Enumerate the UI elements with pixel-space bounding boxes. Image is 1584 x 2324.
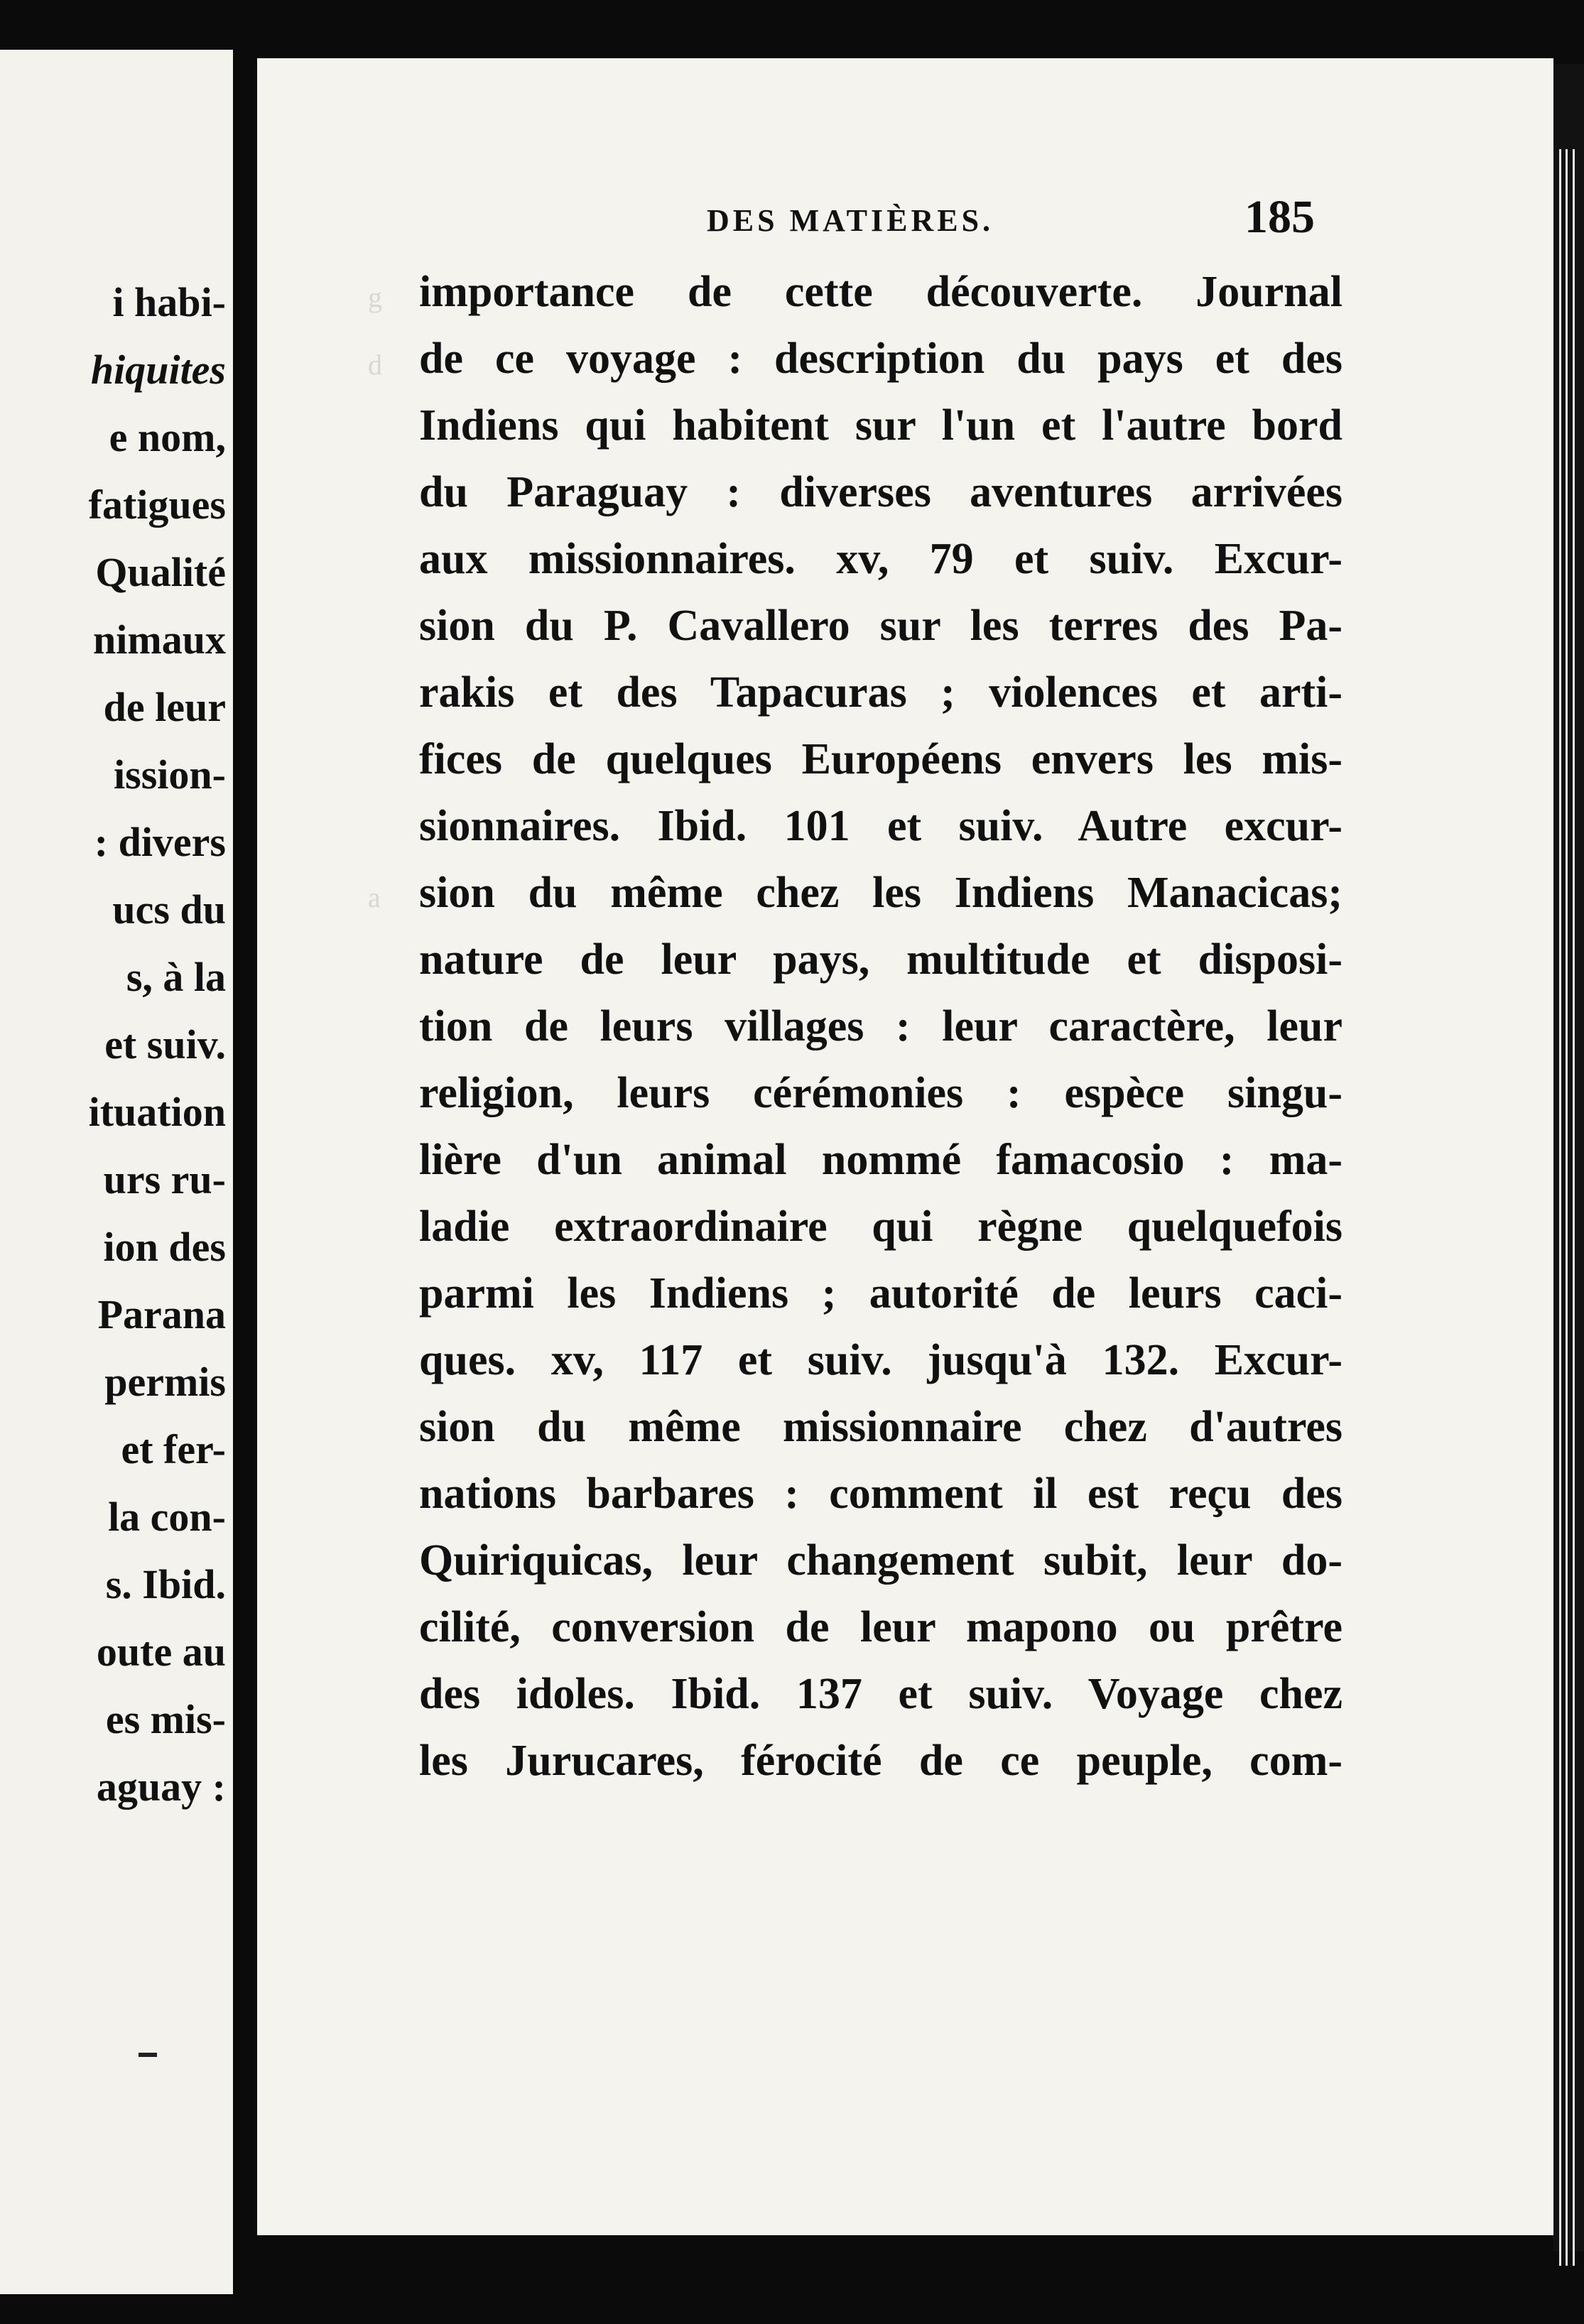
left-page-line: ituation — [88, 1089, 226, 1135]
text-line: Indiens qui habitent sur l'un et l'autre bord — [419, 401, 1342, 450]
left-page-line: : divers — [94, 819, 226, 865]
left-page-line: ission- — [114, 751, 226, 798]
text-line: religion, leurs cérémonies : espèce singu- — [419, 1069, 1342, 1117]
text-line: nations barbares : comment il est reçu des — [419, 1470, 1342, 1518]
page-edge — [1553, 64, 1584, 2252]
left-page-line: ion des — [103, 1224, 226, 1270]
left-page-line: Parana — [97, 1291, 226, 1337]
text-line: des idoles. Ibid. 137 et suiv. Voyage chez — [419, 1670, 1342, 1718]
left-page-line: ucs du — [112, 886, 226, 933]
text-line: ques. xv, 117 et suiv. jusqu'à 132. Excur- — [419, 1336, 1342, 1384]
bleed-through-mark: d — [368, 349, 382, 381]
text-line: lière d'un animal nommé famacosio : ma- — [419, 1136, 1342, 1184]
text-line: cilité, conversion de leur mapono ou prêtre — [419, 1603, 1342, 1651]
text-line: Quiriquicas, leur changement subit, leur do- — [419, 1536, 1342, 1585]
left-page-line: nimaux — [93, 617, 226, 663]
page-mark — [139, 2053, 157, 2057]
left-page-line: s. Ibid. — [105, 1561, 226, 1607]
text-line: tion de leurs villages : leur caractère, leur — [419, 1002, 1342, 1050]
text-line: aux missionnaires. xv, 79 et suiv. Excur- — [419, 535, 1342, 583]
left-page-line: hiquites — [90, 347, 226, 393]
left-page-line: permis — [104, 1359, 226, 1405]
bleed-through-mark: a — [368, 881, 381, 913]
left-page-line: es mis- — [105, 1696, 226, 1742]
text-line: rakis et des Tapacuras ; violences et arti- — [419, 668, 1342, 717]
left-page-line: urs ru- — [103, 1156, 226, 1202]
left-page-line: e nom, — [109, 414, 226, 460]
left-page-line: la con- — [108, 1494, 226, 1540]
left-page-line: aguay : — [96, 1764, 226, 1810]
text-line: sion du P. Cavallero sur les terres des Pa- — [419, 602, 1342, 650]
left-page-line: et suiv. — [104, 1021, 226, 1068]
text-line: les Jurucares, férocité de ce peuple, com- — [419, 1737, 1342, 1785]
page-number: 185 — [1244, 191, 1315, 243]
left-page-line: et fer- — [121, 1426, 226, 1472]
left-page-line: i habi- — [112, 279, 226, 325]
left-page-line: fatigues — [88, 482, 226, 528]
text-line: sion du même chez les Indiens Manacicas; — [419, 869, 1342, 917]
left-page-fragment — [0, 50, 233, 2294]
text-line: fices de quelques Européens envers les mis- — [419, 735, 1342, 783]
text-line: sion du même missionnaire chez d'autres — [419, 1403, 1342, 1451]
text-line: du Paraguay : diverses aventures arrivées — [419, 468, 1342, 516]
text-line: nature de leur pays, multitude et disposi- — [419, 935, 1342, 984]
left-page-line: s, à la — [126, 954, 226, 1000]
left-page-line: oute au — [96, 1629, 226, 1675]
text-line: parmi les Indiens ; autorité de leurs caci- — [419, 1269, 1342, 1318]
text-line: de ce voyage : description du pays et des — [419, 335, 1342, 383]
running-header: DES MATIÈRES. — [707, 203, 994, 238]
bleed-through-mark: g — [368, 281, 382, 313]
text-line: ladie extraordinaire qui règne quelquefois — [419, 1202, 1342, 1251]
left-page-line: de leur — [103, 684, 226, 730]
left-page-line: Qualité — [95, 549, 226, 595]
text-line: sionnaires. Ibid. 101 et suiv. Autre excur- — [419, 802, 1342, 850]
text-line: importance de cette découverte. Journal — [419, 268, 1342, 316]
